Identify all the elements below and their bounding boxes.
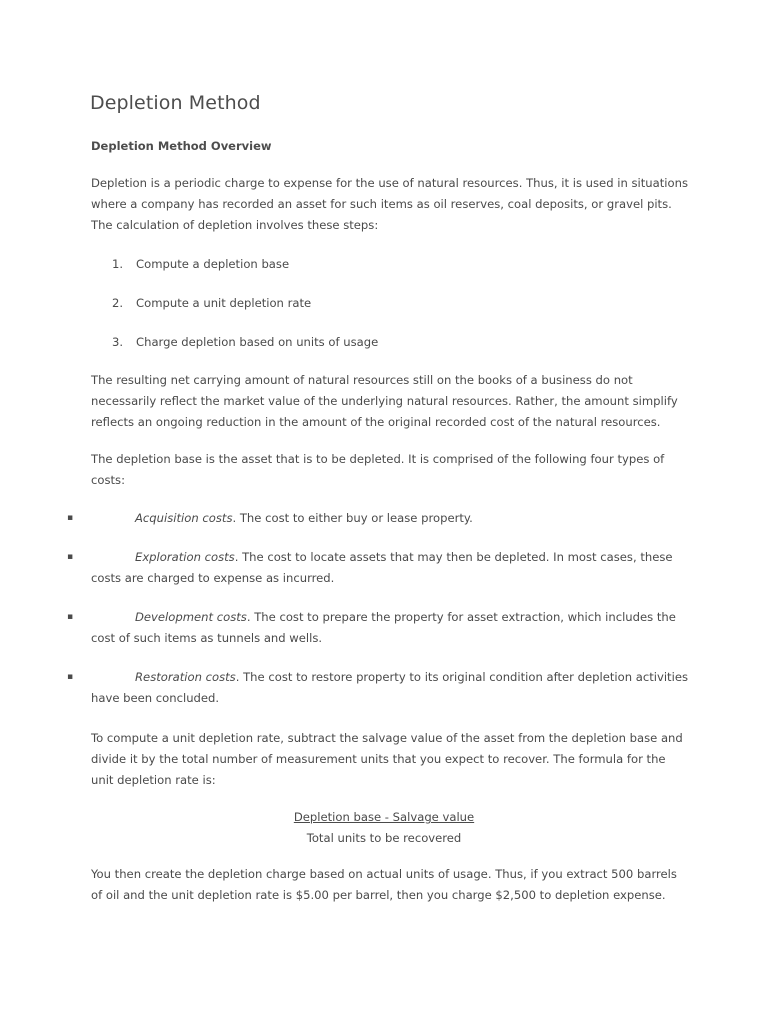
cost-term: Development costs bbox=[135, 610, 247, 624]
bullet-icon: ▪ bbox=[67, 552, 74, 562]
formula-numerator bbox=[0, 807, 768, 827]
bullet-icon: ▪ bbox=[67, 612, 74, 622]
step-text: Charge depletion based on units of usage bbox=[136, 335, 379, 349]
cost-term: Acquisition costs bbox=[135, 511, 233, 525]
cost-item-exploration bbox=[91, 547, 691, 589]
step-item-3 bbox=[112, 333, 378, 351]
step-number: 3. bbox=[112, 335, 124, 349]
intro-paragraph: Depletion is a periodic charge to expense for the use of natural resources. Thus, it is used in situations where a company has recorded an asset for such items as oil reserves, coal deposits, or gravel pits. The calculation of depletion involves these steps: bbox=[91, 176, 688, 232]
cost-description: . The cost to restore property to its original condition after depletion activities have been concluded. bbox=[91, 670, 688, 705]
cost-description: . The cost to either buy or lease property. bbox=[232, 511, 473, 525]
cost-description: . The cost to prepare the property for asset extraction, which includes the cost of such items as tunnels and wells. bbox=[91, 610, 676, 645]
step-item-1 bbox=[112, 255, 289, 273]
bullet-icon: ▪ bbox=[67, 672, 74, 682]
cost-description: . The cost to locate assets that may then be depleted. In most cases, these costs are charged to expense as incurred. bbox=[91, 550, 673, 585]
carrying-amount-paragraph: The resulting net carrying amount of natural resources still on the books of a business do not necessarily reflect the market value of the underlying natural resources. Rather, the amount simplify reflects an ongoing reduction in the amount of the original recorded cost of the natural resources. bbox=[91, 373, 678, 429]
cost-term: Restoration costs bbox=[135, 670, 236, 684]
bullet-icon: ▪ bbox=[67, 513, 74, 523]
step-text: Compute a unit depletion rate bbox=[136, 296, 312, 310]
formula-denominator bbox=[0, 828, 768, 848]
section-heading: Depletion Method Overview bbox=[91, 139, 272, 153]
cost-item-acquisition bbox=[91, 508, 691, 529]
depletion-base-paragraph: The depletion base is the asset that is to be depleted. It is comprised of the following four types of costs: bbox=[91, 452, 665, 487]
cost-term: Exploration costs bbox=[135, 550, 235, 564]
unit-rate-paragraph: To compute a unit depletion rate, subtract the salvage value of the asset from the depletion base and divide it by the total number of measurement units that you expect to recover. The formula for the unit depletion rate is: bbox=[91, 731, 683, 787]
depletion-charge-paragraph: You then create the depletion charge based on actual units of usage. Thus, if you extract 500 barrels of oil and the unit depletion rate is $5.00 per barrel, then you charge $2,500 to depletion expense. bbox=[91, 867, 677, 902]
cost-item-restoration bbox=[91, 667, 691, 709]
formula-numerator-text: Depletion base - Salvage value bbox=[293, 810, 475, 824]
formula-denominator-text: Total units to be recovered bbox=[306, 831, 462, 845]
step-number: 1. bbox=[112, 257, 124, 271]
step-item-2 bbox=[112, 294, 311, 312]
step-text: Compute a depletion base bbox=[136, 257, 290, 271]
page-title: Depletion Method bbox=[90, 92, 261, 114]
step-number: 2. bbox=[112, 296, 124, 310]
cost-item-development bbox=[91, 607, 691, 649]
